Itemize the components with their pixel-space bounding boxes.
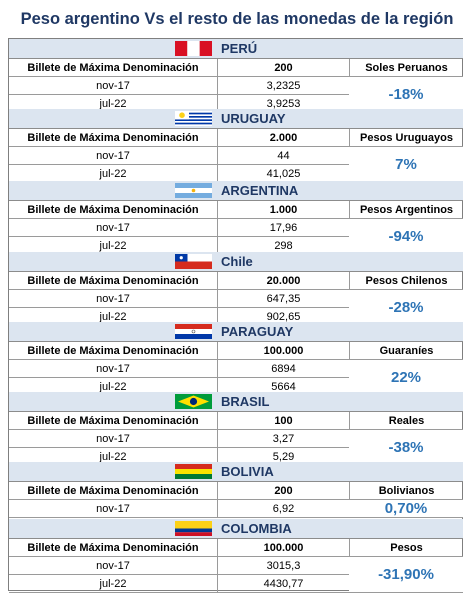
rate-value: 41,025	[218, 165, 350, 182]
change-percent: -38%	[349, 430, 463, 465]
country-section-bolivia	[9, 462, 463, 518]
country-name: BRASIL	[221, 394, 270, 409]
rate-value: 5664	[218, 378, 350, 395]
change-percent: -94%	[349, 219, 463, 254]
column-header: Billete de Máxima Denominación	[9, 59, 218, 76]
currency-name: Pesos	[390, 541, 423, 554]
currency-name: Soles Peruanos	[365, 61, 448, 74]
column-header: Billete de Máxima Denominación	[9, 342, 218, 359]
rate-value: 3,9253	[218, 95, 350, 112]
country-name: PARAGUAY	[221, 324, 294, 339]
country-section-uruguay	[9, 109, 463, 183]
country-header	[9, 462, 463, 482]
rate-value: 902,65	[218, 308, 350, 325]
chile-flag-icon	[175, 254, 212, 269]
denomination: 1.000	[218, 201, 350, 218]
country-name: ARGENTINA	[221, 183, 299, 198]
denomination: 100.000	[218, 342, 350, 359]
rate-value: 298	[218, 237, 350, 254]
date-label: jul-22	[9, 95, 218, 112]
rate-value: 5,29	[218, 448, 350, 465]
date-label: jul-22	[9, 575, 218, 592]
column-header: Billete de Máxima Denominación	[9, 412, 218, 429]
date-label: nov-17	[9, 77, 218, 94]
country-section-paraguay	[9, 322, 463, 396]
rate-value: 17,96	[218, 219, 350, 236]
country-section-brasil	[9, 392, 463, 466]
denomination: 100.000	[218, 539, 350, 556]
currency-name: Pesos Argentinos	[359, 203, 454, 216]
country-name: COLOMBIA	[221, 521, 292, 536]
table-row	[9, 412, 463, 430]
column-header: Billete de Máxima Denominación	[9, 539, 218, 556]
rate-value: 3015,3	[218, 557, 350, 574]
denomination: 20.000	[218, 272, 350, 289]
table-row	[9, 201, 463, 219]
column-header: Billete de Máxima Denominación	[9, 482, 218, 499]
date-label: nov-17	[9, 219, 218, 236]
rate-value: 3,2325	[218, 77, 350, 94]
date-label: nov-17	[9, 360, 218, 377]
uruguay-flag-icon	[175, 111, 212, 126]
date-label: nov-17	[9, 500, 218, 517]
column-header: Billete de Máxima Denominación	[9, 272, 218, 289]
peru-flag-icon	[175, 41, 212, 56]
date-label: nov-17	[9, 290, 218, 307]
change-percent: 22%	[349, 360, 463, 395]
argentina-flag-icon	[175, 183, 212, 198]
change-percent: -28%	[349, 290, 463, 325]
denomination: 100	[218, 412, 350, 429]
country-section-peru	[9, 39, 463, 113]
colombia-flag-icon	[175, 521, 212, 536]
country-header	[9, 519, 463, 539]
currency-name: Pesos Chilenos	[365, 274, 448, 287]
denomination: 200	[218, 59, 350, 76]
currency-name: Reales	[388, 414, 425, 427]
rate-value: 6,92	[218, 500, 350, 517]
rate-value: 3,27	[218, 430, 350, 447]
change-percent: -18%	[349, 77, 463, 112]
country-header	[9, 322, 463, 342]
country-header	[9, 39, 463, 59]
column-header: Billete de Máxima Denominación	[9, 129, 218, 146]
country-header	[9, 252, 463, 272]
date-label: jul-22	[9, 165, 218, 182]
date-label: nov-17	[9, 430, 218, 447]
country-header	[9, 109, 463, 129]
country-section-argentina	[9, 181, 463, 255]
date-label: jul-22	[9, 378, 218, 395]
rate-value: 6894	[218, 360, 350, 377]
bolivia-flag-icon	[175, 464, 212, 479]
brazil-flag-icon	[175, 394, 212, 409]
rate-value: 44	[218, 147, 350, 164]
denomination: 200	[218, 482, 350, 499]
date-label: jul-22	[9, 448, 218, 465]
date-label: nov-17	[9, 147, 218, 164]
country-name: BOLIVIA	[221, 464, 274, 479]
country-section-chile	[9, 252, 463, 326]
change-percent: 7%	[349, 147, 463, 182]
currency-name: Guaraníes	[379, 344, 434, 357]
change-percent: 0,70%	[349, 500, 463, 517]
denomination: 2.000	[218, 129, 350, 146]
paraguay-flag-icon	[175, 324, 212, 339]
page-title: Peso argentino Vs el resto de las monedas de la región	[20, 9, 454, 28]
country-header	[9, 392, 463, 412]
country-name: Chile	[221, 254, 253, 269]
column-header: Billete de Máxima Denominación	[9, 201, 218, 218]
currency-name: Pesos Uruguayos	[360, 131, 453, 144]
table-row	[9, 59, 463, 77]
rate-value: 647,35	[218, 290, 350, 307]
table-row	[9, 272, 463, 290]
date-label: nov-17	[9, 557, 218, 574]
change-percent: -31,90%	[349, 557, 463, 592]
date-label: jul-22	[9, 237, 218, 254]
table-row	[9, 342, 463, 360]
currency-name: Bolivianos	[378, 484, 435, 497]
table-row	[9, 482, 463, 500]
country-section-colombia	[9, 519, 463, 593]
table-row	[9, 539, 463, 557]
country-name: URUGUAY	[221, 111, 286, 126]
table-row	[9, 129, 463, 147]
date-label: jul-22	[9, 308, 218, 325]
country-header	[9, 181, 463, 201]
rate-value: 4430,77	[218, 575, 350, 592]
country-name: PERÚ	[221, 41, 258, 56]
